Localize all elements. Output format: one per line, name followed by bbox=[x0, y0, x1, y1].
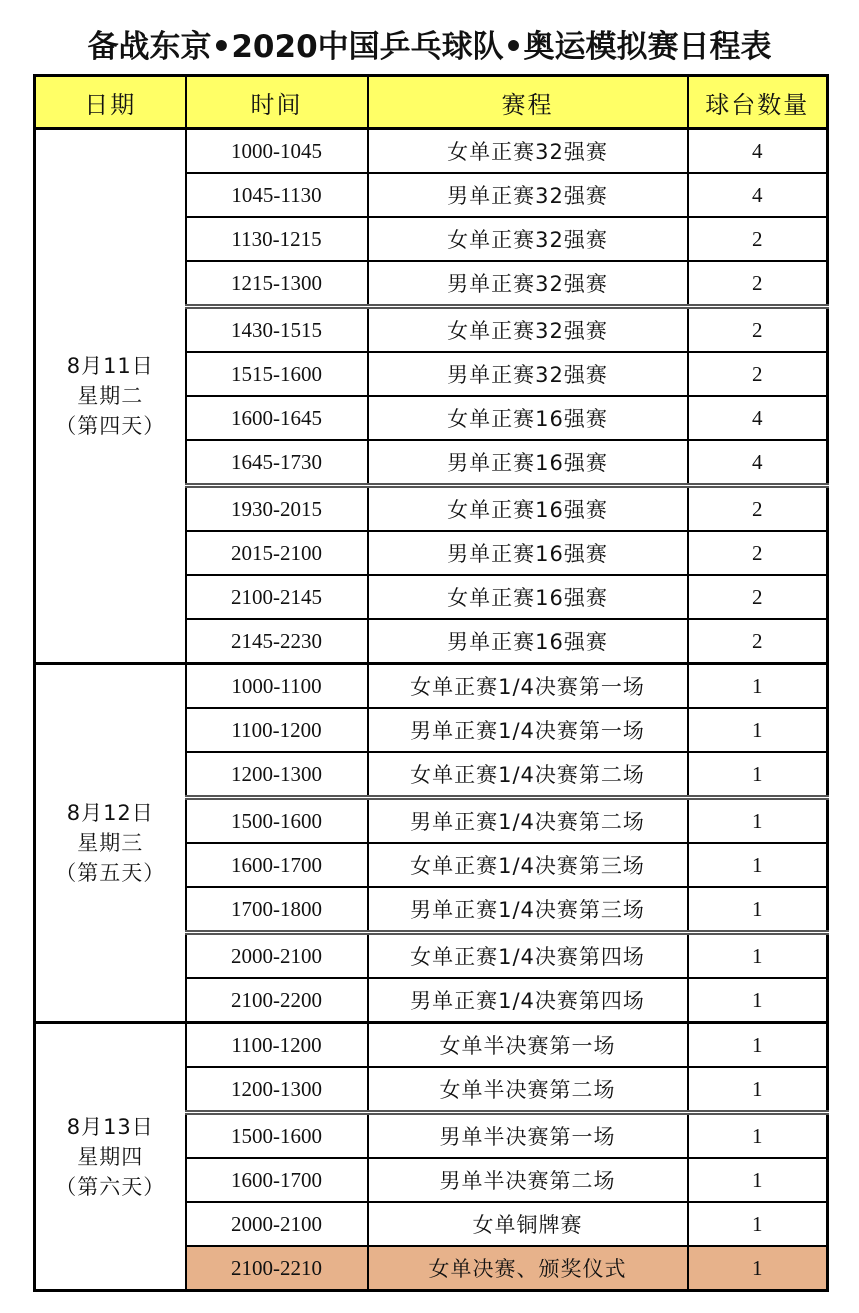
table-row bbox=[35, 1023, 828, 1068]
date-weekday: 星期二 bbox=[77, 384, 144, 408]
time-cell: 1515-1600 bbox=[186, 352, 368, 396]
table-count-cell: 1 bbox=[688, 708, 828, 752]
time-cell: 1700-1800 bbox=[186, 887, 368, 933]
time-cell: 1600-1700 bbox=[186, 843, 368, 887]
event-cell: 男单正赛1/4决赛第一场 bbox=[368, 708, 688, 752]
event-cell: 女单半决赛第二场 bbox=[368, 1067, 688, 1113]
table-count-cell: 1 bbox=[688, 1067, 828, 1113]
time-cell: 1600-1645 bbox=[186, 396, 368, 440]
date-date: 8月13日 bbox=[66, 1114, 154, 1139]
table-count-cell: 1 bbox=[688, 1023, 828, 1068]
time-cell: 1200-1300 bbox=[186, 1067, 368, 1113]
table-count-cell: 1 bbox=[688, 664, 828, 709]
event-cell: 女单正赛16强赛 bbox=[368, 396, 688, 440]
table-count-cell: 2 bbox=[688, 307, 828, 353]
time-cell: 1200-1300 bbox=[186, 752, 368, 798]
event-cell: 男单半决赛第二场 bbox=[368, 1158, 688, 1202]
table-count-cell: 4 bbox=[688, 396, 828, 440]
table-count-cell: 2 bbox=[688, 486, 828, 532]
event-cell: 男单半决赛第一场 bbox=[368, 1113, 688, 1159]
date-weekday: 星期四 bbox=[77, 1144, 144, 1169]
table-row bbox=[35, 664, 828, 709]
time-cell: 2100-2210 bbox=[186, 1246, 368, 1291]
event-cell: 女单正赛1/4决赛第二场 bbox=[368, 752, 688, 798]
time-cell: 1100-1200 bbox=[186, 708, 368, 752]
table-count-cell: 4 bbox=[688, 173, 828, 217]
event-cell: 男单正赛32强赛 bbox=[368, 261, 688, 307]
time-cell: 2100-2200 bbox=[186, 978, 368, 1023]
event-cell: 女单正赛1/4决赛第三场 bbox=[368, 843, 688, 887]
event-cell: 男单正赛32强赛 bbox=[368, 352, 688, 396]
time-cell: 1045-1130 bbox=[186, 173, 368, 217]
page-title: 备战东京•2020中国乒乓球队•奥运模拟赛日程表 bbox=[87, 29, 772, 65]
table-count-cell: 2 bbox=[688, 619, 828, 664]
event-cell: 女单正赛32强赛 bbox=[368, 307, 688, 353]
date-date: 8月12日 bbox=[66, 801, 154, 825]
time-cell: 1500-1600 bbox=[186, 798, 368, 844]
table-count-cell: 1 bbox=[688, 843, 828, 887]
event-cell: 女单铜牌赛 bbox=[368, 1202, 688, 1246]
header-tables: 球台数量 bbox=[688, 76, 828, 129]
table-count-cell: 4 bbox=[688, 129, 828, 174]
time-cell: 1130-1215 bbox=[186, 217, 368, 261]
table-count-cell: 1 bbox=[688, 798, 828, 844]
event-cell: 女单正赛16强赛 bbox=[368, 575, 688, 619]
table-count-cell: 1 bbox=[688, 1246, 828, 1291]
event-cell: 男单正赛1/4决赛第三场 bbox=[368, 887, 688, 933]
table-count-cell: 2 bbox=[688, 217, 828, 261]
table-count-cell: 1 bbox=[688, 752, 828, 798]
date-day: （第六天） bbox=[55, 1174, 166, 1199]
event-cell: 女单正赛32强赛 bbox=[368, 217, 688, 261]
header-event: 赛程 bbox=[368, 76, 688, 129]
schedule-table bbox=[33, 74, 829, 1292]
header-row bbox=[35, 76, 828, 129]
date-date: 8月11日 bbox=[66, 354, 154, 378]
time-cell: 1000-1100 bbox=[186, 664, 368, 709]
date-cell bbox=[35, 1023, 186, 1291]
event-cell: 女单正赛1/4决赛第一场 bbox=[368, 664, 688, 709]
event-cell: 男单正赛16强赛 bbox=[368, 531, 688, 575]
time-cell: 1215-1300 bbox=[186, 261, 368, 307]
event-cell: 女单半决赛第一场 bbox=[368, 1023, 688, 1068]
table-count-cell: 2 bbox=[688, 575, 828, 619]
event-cell: 男单正赛16强赛 bbox=[368, 619, 688, 664]
header-time: 时间 bbox=[186, 76, 368, 129]
date-cell bbox=[35, 129, 186, 664]
time-cell: 1645-1730 bbox=[186, 440, 368, 486]
table-count-cell: 2 bbox=[688, 352, 828, 396]
time-cell: 2000-2100 bbox=[186, 1202, 368, 1246]
event-cell: 女单正赛16强赛 bbox=[368, 486, 688, 532]
table-count-cell: 2 bbox=[688, 261, 828, 307]
event-cell: 男单正赛32强赛 bbox=[368, 173, 688, 217]
date-weekday: 星期三 bbox=[77, 831, 144, 855]
table-count-cell: 1 bbox=[688, 887, 828, 933]
schedule-body bbox=[35, 129, 828, 1291]
event-cell: 男单正赛1/4决赛第二场 bbox=[368, 798, 688, 844]
time-cell: 1930-2015 bbox=[186, 486, 368, 532]
table-count-cell: 1 bbox=[688, 1202, 828, 1246]
table-count-cell: 1 bbox=[688, 978, 828, 1023]
time-cell: 1430-1515 bbox=[186, 307, 368, 353]
header-date: 日期 bbox=[35, 76, 186, 129]
time-cell: 2000-2100 bbox=[186, 933, 368, 979]
table-count-cell: 4 bbox=[688, 440, 828, 486]
time-cell: 1100-1200 bbox=[186, 1023, 368, 1068]
time-cell: 2145-2230 bbox=[186, 619, 368, 664]
table-count-cell: 2 bbox=[688, 531, 828, 575]
time-cell: 1600-1700 bbox=[186, 1158, 368, 1202]
event-cell: 女单正赛1/4决赛第四场 bbox=[368, 933, 688, 979]
table-count-cell: 1 bbox=[688, 1158, 828, 1202]
time-cell: 1500-1600 bbox=[186, 1113, 368, 1159]
date-day: （第四天） bbox=[55, 414, 166, 438]
time-cell: 1000-1045 bbox=[186, 129, 368, 174]
event-cell: 男单正赛16强赛 bbox=[368, 440, 688, 486]
date-day: （第五天） bbox=[55, 861, 166, 885]
event-cell: 女单决赛、颁奖仪式 bbox=[368, 1246, 688, 1291]
time-cell: 2015-2100 bbox=[186, 531, 368, 575]
table-row bbox=[35, 129, 828, 174]
time-cell: 2100-2145 bbox=[186, 575, 368, 619]
event-cell: 男单正赛1/4决赛第四场 bbox=[368, 978, 688, 1023]
date-cell bbox=[35, 664, 186, 1023]
table-count-cell: 1 bbox=[688, 933, 828, 979]
table-count-cell: 1 bbox=[688, 1113, 828, 1159]
event-cell: 女单正赛32强赛 bbox=[368, 129, 688, 174]
